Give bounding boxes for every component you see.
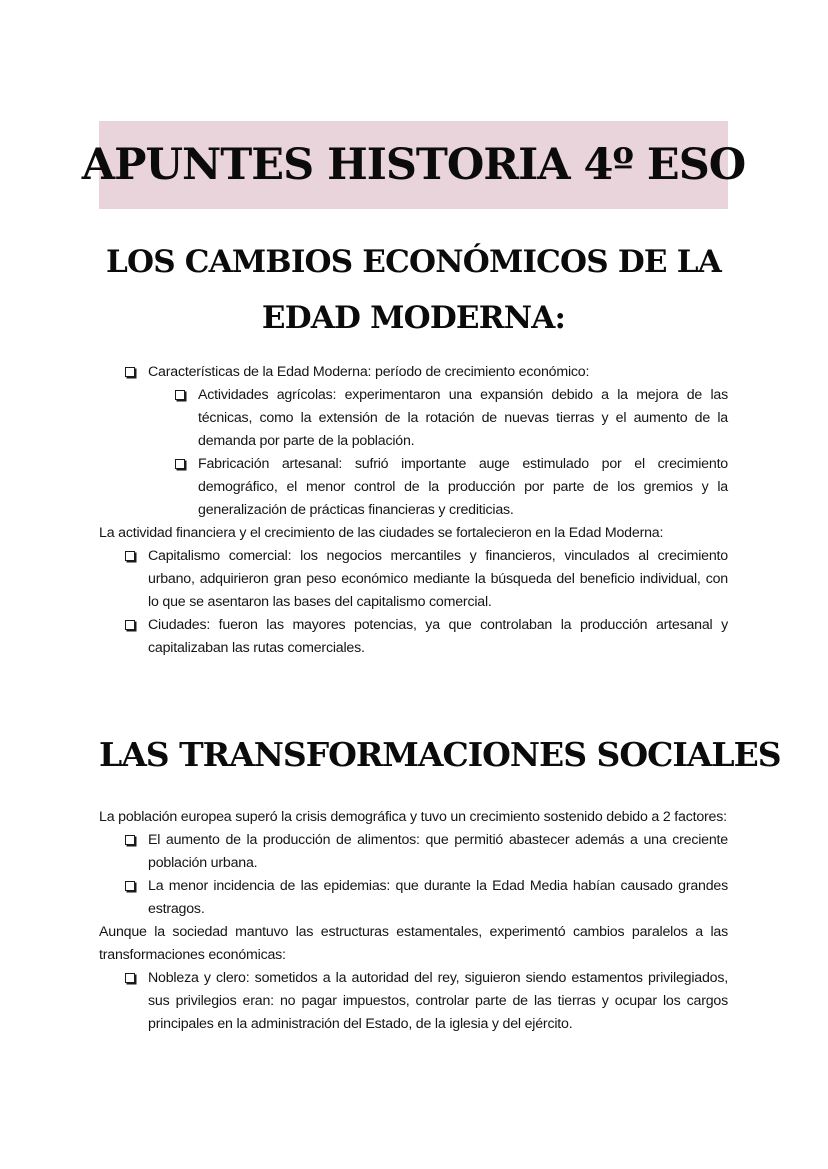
checkbox-bullet-icon — [125, 620, 135, 630]
paragraph: La población europea superó la crisis demográfica y tuvo un crecimiento sostenido debido a 2 factores: — [99, 809, 727, 825]
list-item — [99, 829, 728, 875]
title-banner — [81, 121, 746, 209]
checkbox-bullet-icon — [125, 551, 135, 561]
list-item-text: Capitalismo comercial: los negocios mercantiles y financieros, vinculados al crecimiento urbano, adquirieron gran peso económico mediante la búsqueda del beneficio individual, con lo que se asentaron las bases del capitalismo comercial. — [148, 548, 728, 610]
list-item — [99, 361, 728, 384]
checkbox-bullet-icon — [175, 459, 185, 469]
list-item-text: El aumento de la producción de alimentos: que permitió abastecer además a una creciente población urbana. — [148, 832, 728, 871]
list-item-text: Actividades agrícolas: experimentaron una expansión debido a la mejora de las técnicas, como la extensión de la rotación de nuevas tierras y el aumento de la demanda por parte de la población. — [198, 387, 728, 449]
section-heading-economic-changes — [99, 234, 728, 346]
list-item — [99, 614, 728, 660]
checkbox-bullet-icon — [125, 367, 135, 377]
checkbox-bullet-icon — [125, 973, 135, 983]
list-item — [99, 545, 728, 614]
list-item-nested — [99, 453, 728, 522]
section-heading-social-transformations: LAS TRANSFORMACIONES SOCIALES — [99, 735, 781, 774]
heading-line-2: EDAD MODERNA: — [261, 300, 566, 336]
document-title: APUNTES HISTORIA 4º ESO — [81, 140, 746, 190]
paragraph: La actividad financiera y el crecimiento de las ciudades se fortalecieron en la Edad Moderna: — [99, 525, 664, 541]
section-economic-changes-body — [99, 361, 728, 660]
checkbox-bullet-icon — [175, 390, 185, 400]
list-item-nested — [99, 384, 728, 453]
list-item — [99, 875, 728, 921]
list-item-text: Características de la Edad Moderna: período de crecimiento económico: — [148, 364, 590, 380]
heading-line-1: LOS CAMBIOS ECONÓMICOS DE LA — [106, 244, 721, 280]
paragraph: Aunque la sociedad mantuvo las estructuras estamentales, experimentó cambios paralelos a las transformaciones económicas: — [99, 924, 728, 963]
checkbox-bullet-icon — [125, 835, 135, 845]
list-item — [99, 967, 728, 1036]
list-item-text: Ciudades: fueron las mayores potencias, ya que controlaban la producción artesanal y capitalizaban las rutas comerciales. — [148, 617, 728, 656]
section-social-transformations-body — [99, 806, 728, 1036]
list-item-text: La menor incidencia de las epidemias: que durante la Edad Media habían causado grandes estragos. — [148, 878, 728, 917]
checkbox-bullet-icon — [125, 881, 135, 891]
list-item-text: Nobleza y clero: sometidos a la autoridad del rey, siguieron siendo estamentos privilegiados, sus privilegios eran: no pagar impuestos, controlar parte de las tierras y ocupar los cargos principales en la administración del Estado, de la iglesia y del ejército. — [148, 970, 728, 1032]
list-item-text: Fabricación artesanal: sufrió importante auge estimulado por el crecimiento demográfico, el menor control de la producción por parte de los gremios y la generalización de prácticas financieras y crediticias. — [198, 456, 728, 518]
